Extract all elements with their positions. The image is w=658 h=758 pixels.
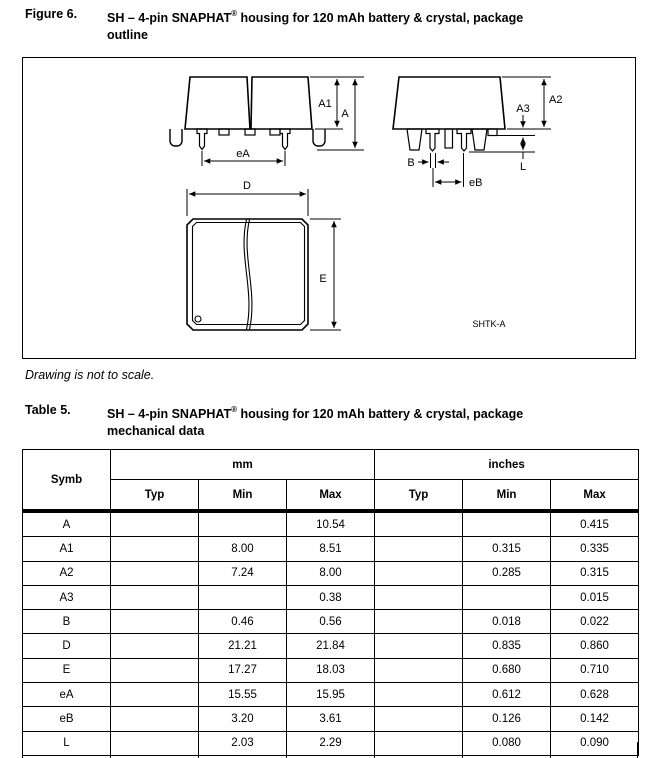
front-base-tab xyxy=(270,129,280,135)
table-title-line1: SH – 4-pin SNAPHAT® housing for 120 mAh battery & crystal, package xyxy=(107,405,524,422)
value-cell xyxy=(111,610,199,634)
front-body-right-half xyxy=(251,77,312,129)
symb-cell: eA xyxy=(23,683,111,707)
dim-label-a3: A3 xyxy=(516,103,530,115)
value-cell: 0.315 xyxy=(551,561,639,585)
value-cell: 21.84 xyxy=(287,634,375,658)
value-cell xyxy=(375,658,463,682)
outline-svg xyxy=(23,58,635,358)
symb-cell: E xyxy=(23,658,111,682)
dim-label-a: A xyxy=(341,108,349,120)
front-view xyxy=(170,77,325,150)
dim-label-ea: eA xyxy=(236,148,250,160)
value-cell: 0.018 xyxy=(463,610,551,634)
table-title-line2: mechanical data xyxy=(107,424,205,439)
value-cell xyxy=(463,585,551,609)
dim-label-e: E xyxy=(319,273,327,285)
table-row xyxy=(23,511,639,537)
value-cell: 17.27 xyxy=(199,658,287,682)
figure-title xyxy=(107,6,632,44)
value-cell: 0.612 xyxy=(463,683,551,707)
side-snap-leg xyxy=(407,129,422,150)
subheader-mm-min: Min xyxy=(199,480,287,512)
registered-mark: ® xyxy=(231,9,237,18)
table-row xyxy=(23,658,639,682)
table-title xyxy=(107,402,632,440)
value-cell xyxy=(375,683,463,707)
value-cell: 0.835 xyxy=(463,634,551,658)
symb-cell: A2 xyxy=(23,561,111,585)
value-cell: 0.38 xyxy=(287,585,375,609)
dim-label-d: D xyxy=(243,180,251,192)
side-pin xyxy=(457,129,471,151)
value-cell xyxy=(375,537,463,561)
symb-cell: eB xyxy=(23,707,111,731)
value-cell xyxy=(463,511,551,537)
value-cell: 0.710 xyxy=(551,658,639,682)
table-row xyxy=(23,707,639,731)
table-clipped-row xyxy=(22,742,638,758)
subheader-mm-max: Max xyxy=(287,480,375,512)
dim-label-eb: eB xyxy=(469,177,483,189)
value-cell: 3.20 xyxy=(199,707,287,731)
subheader-mm-typ: Typ xyxy=(111,480,199,512)
symb-cell: B xyxy=(23,610,111,634)
side-view xyxy=(393,77,505,151)
symb-cell: A xyxy=(23,511,111,537)
value-cell: 0.015 xyxy=(551,585,639,609)
value-cell: 0.335 xyxy=(551,537,639,561)
subheader-in-min: Min xyxy=(463,480,551,512)
value-cell: 18.03 xyxy=(287,658,375,682)
value-cell: 0.46 xyxy=(199,610,287,634)
table-row xyxy=(23,634,639,658)
value-cell: 0.680 xyxy=(463,658,551,682)
value-cell: 0.315 xyxy=(463,537,551,561)
symb-cell: L xyxy=(23,731,111,755)
table-row xyxy=(23,561,639,585)
value-cell xyxy=(111,634,199,658)
value-cell: 2.03 xyxy=(199,731,287,755)
value-cell: 0.285 xyxy=(463,561,551,585)
side-pin xyxy=(426,129,439,151)
side-snap-leg xyxy=(472,129,487,150)
value-cell: 2.29 xyxy=(287,731,375,755)
scale-note: Drawing is not to scale. xyxy=(25,368,155,382)
side-body xyxy=(393,77,505,129)
col-group-inches: inches xyxy=(375,450,639,480)
value-cell xyxy=(375,585,463,609)
value-cell xyxy=(375,707,463,731)
front-pin xyxy=(280,129,290,150)
side-base-tab xyxy=(488,129,497,136)
package-outline-drawing xyxy=(22,57,636,359)
value-cell: 3.61 xyxy=(287,707,375,731)
front-right-snap-leg xyxy=(313,129,325,146)
value-cell xyxy=(111,707,199,731)
value-cell: 0.142 xyxy=(551,707,639,731)
value-cell xyxy=(111,511,199,537)
top-view xyxy=(187,219,308,330)
value-cell xyxy=(375,561,463,585)
value-cell: 10.54 xyxy=(287,511,375,537)
figure-title-line2: outline xyxy=(107,28,148,43)
value-cell xyxy=(375,511,463,537)
col-header-symb: Symb xyxy=(23,450,111,512)
dim-label-a2: A2 xyxy=(549,94,563,106)
table-row xyxy=(23,683,639,707)
table-caption xyxy=(25,402,635,440)
dim-label-l: L xyxy=(519,161,527,173)
value-cell: 0.022 xyxy=(551,610,639,634)
value-cell: 0.56 xyxy=(287,610,375,634)
value-cell xyxy=(111,561,199,585)
value-cell xyxy=(199,511,287,537)
value-cell xyxy=(111,537,199,561)
value-cell: 0.860 xyxy=(551,634,639,658)
registered-mark: ® xyxy=(231,405,237,414)
side-center-post xyxy=(445,129,453,148)
figure-label: Figure 6. xyxy=(25,7,78,21)
front-base-tab xyxy=(245,129,255,135)
value-cell xyxy=(111,585,199,609)
front-body-left-half xyxy=(185,77,250,129)
value-cell xyxy=(111,683,199,707)
front-pin xyxy=(197,129,207,150)
table-label: Table 5. xyxy=(25,403,71,417)
dim-label-b: B xyxy=(407,157,415,169)
value-cell xyxy=(375,610,463,634)
table-row xyxy=(23,610,639,634)
value-cell xyxy=(375,634,463,658)
col-group-mm: mm xyxy=(111,450,375,480)
subheader-in-typ: Typ xyxy=(375,480,463,512)
front-left-snap-leg xyxy=(170,129,182,146)
value-cell: 0.126 xyxy=(463,707,551,731)
dim-label-a1: A1 xyxy=(318,98,332,110)
drawing-ref-code: SHTK-A xyxy=(472,319,506,329)
symb-cell: A3 xyxy=(23,585,111,609)
subheader-in-max: Max xyxy=(551,480,639,512)
figure-caption xyxy=(25,6,635,44)
value-cell: 0.090 xyxy=(551,731,639,755)
symb-cell: A1 xyxy=(23,537,111,561)
value-cell: 0.080 xyxy=(463,731,551,755)
value-cell: 8.00 xyxy=(199,537,287,561)
figure-title-line1: SH – 4-pin SNAPHAT® housing for 120 mAh battery & crystal, package xyxy=(107,9,524,26)
symb-cell: D xyxy=(23,634,111,658)
value-cell: 0.415 xyxy=(551,511,639,537)
value-cell: 21.21 xyxy=(199,634,287,658)
table-row xyxy=(23,585,639,609)
value-cell: 8.51 xyxy=(287,537,375,561)
value-cell xyxy=(111,658,199,682)
table-row xyxy=(23,537,639,561)
value-cell: 15.55 xyxy=(199,683,287,707)
value-cell: 7.24 xyxy=(199,561,287,585)
mechanical-data-table xyxy=(22,449,639,756)
value-cell: 8.00 xyxy=(287,561,375,585)
value-cell: 0.628 xyxy=(551,683,639,707)
front-base-tab xyxy=(219,129,229,135)
value-cell: 15.95 xyxy=(287,683,375,707)
value-cell xyxy=(199,585,287,609)
